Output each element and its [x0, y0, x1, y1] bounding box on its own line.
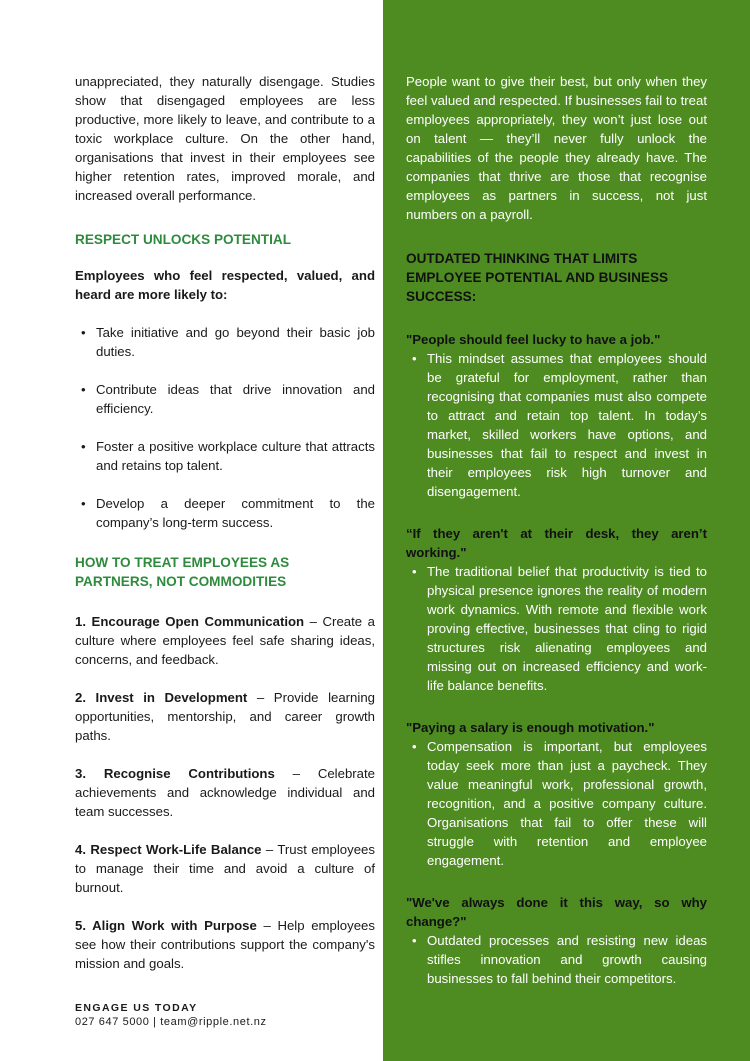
step-text: – Trust employees to manage their time and avoid a culture of burnout.	[75, 842, 375, 895]
myth-list	[406, 931, 707, 988]
myth-quote: "People should feel lucky to have a job."	[406, 332, 661, 347]
left-intro-paragraph: unappreciated, they naturally disengage. Studies show that disengaged employees are less productive, more likely to leave, and contribute to a toxic workplace culture. On the other hand, organisations that invest in their employees see higher retention rates, improved morale, and increased overall performance.	[75, 74, 375, 203]
footer	[75, 1001, 375, 1030]
respect-bullet-list	[75, 323, 375, 532]
outdated-thinking-heading: OUTDATED THINKING THAT LIMITS EMPLOYEE POTENTIAL AND BUSINESS SUCCESS:	[406, 251, 669, 304]
step-text: – Celebrate achievements and acknowledge individual and team successes.	[75, 766, 376, 819]
treat-heading-line-2: PARTNERS, NOT COMMODITIES	[75, 574, 287, 589]
myth-block	[406, 718, 707, 870]
step-item	[75, 840, 375, 897]
myth-list	[406, 737, 707, 870]
myth-block	[406, 893, 707, 988]
step-text: – Provide learning opportunities, mentorship, and career growth paths.	[75, 690, 375, 743]
list-item: • Develop a deeper commitment to the company’s long-term success.	[75, 494, 375, 532]
myth-block	[406, 330, 707, 501]
step-title: 4. Respect Work-Life Balance	[75, 842, 262, 857]
treat-heading	[75, 553, 375, 591]
myth-list	[406, 349, 707, 501]
myth-quote: "We've always done it this way, so why change?"	[406, 895, 707, 929]
step-title: 3. Recognise Contributions	[75, 766, 275, 781]
list-item: • Take initiative and go beyond their basic job duties.	[75, 323, 375, 361]
step-title: 1. Encourage Open Communication	[75, 614, 305, 629]
list-item: • Foster a positive workplace culture that attracts and retains top talent.	[75, 437, 375, 475]
myth-quote: “If they aren't at their desk, they aren’t working."	[406, 526, 707, 560]
myth-quote: "Paying a salary is enough motivation."	[406, 720, 655, 735]
respect-heading: RESPECT UNLOCKS POTENTIAL	[75, 232, 291, 247]
right-intro-paragraph: People want to give their best, but only when they feel valued and respected. If businesses fail to treat employees appropriately, they won’t just lose out on talent — they’ll never fully unlock the capabilities of the people they already have. The companies that thrive are those that recognise employees as partners in success, not just numbers on a payroll.	[406, 74, 707, 222]
step-item	[75, 764, 375, 821]
list-item: • Contribute ideas that drive innovation and efficiency.	[75, 380, 375, 418]
right-column	[406, 72, 707, 988]
step-item	[75, 916, 375, 973]
myth-block	[406, 524, 707, 695]
step-item	[75, 612, 375, 669]
step-text: – Help employees see how their contributions support the company's mission and goals.	[75, 918, 375, 971]
footer-contact: 027 647 5000 | team@ripple.net.nz	[75, 1016, 267, 1028]
step-item	[75, 688, 375, 745]
list-item: • This mindset assumes that employees should be grateful for employment, rather than recognising that companies must also compete to attract and retain top talent. In today’s market, skilled workers have options, and businesses that fail to respect and invest in their employees risk high turnover and disengagement.	[406, 349, 707, 501]
treat-heading-line-1: HOW TO TREAT EMPLOYEES AS	[75, 555, 290, 570]
step-title: 2. Invest in Development	[75, 690, 248, 705]
list-item: • Compensation is important, but employees today seek more than just a paycheck. They value meaningful work, professional growth, recognition, and a positive company culture. Organisations that fail to offer these will struggle with retention and employee engagement.	[406, 737, 707, 870]
step-title: 5. Align Work with Purpose	[75, 918, 257, 933]
list-item: • Outdated processes and resisting new ideas stifles innovation and growth causing businesses to fall behind their competitors.	[406, 931, 707, 988]
respect-lead: Employees who feel respected, valued, and heard are more likely to:	[75, 268, 375, 302]
footer-title: ENGAGE US TODAY	[75, 1002, 198, 1014]
left-column	[75, 72, 375, 973]
step-text: – Create a culture where employees feel safe sharing ideas, concerns, and feedback.	[75, 614, 375, 667]
myth-list	[406, 562, 707, 695]
list-item: • The traditional belief that productivity is tied to physical presence ignores the reality of modern work dynamics. With remote and flexible work proving effective, businesses that cling to rigid structures risk alienating employees and missing out on increased efficiency and work-life balance benefits.	[406, 562, 707, 695]
